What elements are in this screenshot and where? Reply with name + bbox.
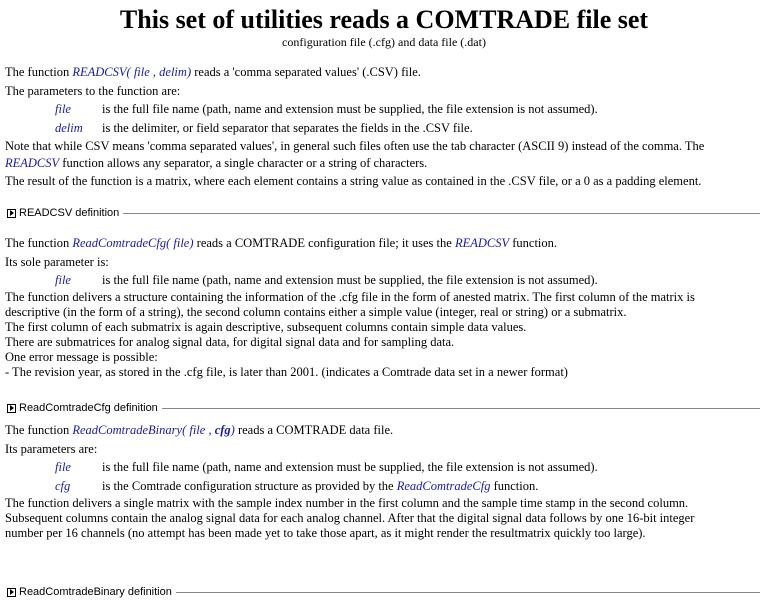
expand-triangle-icon[interactable] — [7, 209, 16, 218]
params-heading: The parameters to the function are: — [5, 84, 181, 98]
param-desc — [102, 477, 763, 496]
page-subtitle: configuration file (.cfg) and data file (.dat) — [282, 35, 486, 49]
text-line: descriptive (in the form of a string), the second column contains either a simple value (integer, real or string) or a submatrix. — [5, 305, 627, 319]
result-line: The result of the function is a matrix, where each element contains a string value as contained in the .CSV file, or a 0 as a padding element. — [5, 174, 702, 188]
intro-post: function. — [509, 236, 558, 250]
text-line: The function delivers a structure containing the information of the .cfg file in the form of anested matrix. The first column of the matrix is — [5, 290, 695, 304]
intro-mid: reads a COMTRADE configuration file; it uses the — [193, 236, 455, 250]
region-label[interactable]: ReadComtradeBinary definition — [19, 586, 172, 598]
param-desc: is the full file name (path, name and extension must be supplied, the file extension is not assumed). — [102, 273, 598, 287]
text-line: The first column of each submatrix is again descriptive, subsequent columns contain simple data values. — [5, 320, 527, 334]
intro-text: The function — [5, 423, 73, 437]
params-heading: Its parameters are: — [5, 442, 98, 456]
paren-open: ( — [126, 65, 134, 79]
section-readcomtradebinary — [5, 422, 763, 541]
arg-comma: , — [149, 65, 160, 79]
region-readcomtradebinary-definition[interactable] — [5, 584, 763, 600]
param-row — [5, 119, 763, 138]
paren-open: ( — [166, 236, 174, 250]
expand-triangle-icon[interactable] — [7, 588, 16, 597]
arg-file: file — [133, 65, 150, 79]
readcsv-function-name: READCSV — [454, 236, 510, 250]
param-row — [5, 100, 763, 119]
note-text: function allows any separator, a single character or a string of characters. — [59, 156, 428, 170]
param-desc-text: is the Comtrade configuration structure as provided by the — [102, 479, 397, 493]
note-line-1: Note that while CSV means 'comma separated values', in general such files often use the tab character (ASCII 9) instead of the comma. The — [5, 139, 705, 153]
param-name: file — [55, 273, 71, 287]
param-name: cfg — [55, 479, 71, 493]
text-line: - The revision year, as stored in the .cfg file, is later than 2001. (indicates a Comtrade data set in a newer format) — [5, 365, 568, 379]
arg-delim: delim — [159, 65, 187, 79]
worksheet — [5, 0, 763, 598]
readcomtradebinary-function-name: ReadComtradeBinary — [72, 423, 183, 437]
region-label[interactable]: READCSV definition — [19, 207, 120, 219]
param-row — [5, 271, 763, 290]
param-desc: is the full file name (path, name and extension must be supplied, the file extension is not assumed). — [102, 102, 598, 116]
text-line: One error message is possible: — [5, 350, 158, 364]
readcsv-intro — [5, 64, 763, 81]
text-line: number per 16 channels (no attempt has been made yet to take those apart, as it might render the resultmatrix quickly too large). — [5, 526, 646, 540]
section-readcomtradecfg — [5, 235, 763, 380]
param-name: file — [55, 102, 71, 116]
readcsv-function-name: READCSV — [72, 65, 127, 79]
param-name: file — [55, 460, 71, 474]
param-desc-text: function. — [490, 479, 539, 493]
cfg-description — [5, 290, 763, 380]
binary-intro — [5, 422, 763, 439]
params-heading: Its sole parameter is: — [5, 255, 109, 269]
param-row — [5, 477, 763, 496]
readcomtradecfg-function-name: ReadComtradeCfg — [72, 236, 167, 250]
intro-text: The function — [5, 236, 73, 250]
note-line-2 — [5, 155, 763, 172]
paren-close: ) — [186, 65, 192, 79]
region-divider — [176, 592, 760, 593]
binary-description — [5, 496, 763, 541]
paren-open: ( — [182, 423, 190, 437]
text-line: The function delivers a single matrix with the sample index number in the first column and the sample time stamp in the second column. — [5, 496, 689, 510]
paren-close: ) — [230, 423, 235, 437]
region-divider — [162, 408, 760, 409]
param-row — [5, 458, 763, 477]
param-desc: is the full file name (path, name and extension must be supplied, the file extension is not assumed). — [102, 460, 598, 474]
param-name: delim — [55, 121, 83, 135]
readcsv-function-name: READCSV — [5, 156, 60, 170]
expand-triangle-icon[interactable] — [7, 404, 16, 413]
readcomtradecfg-function-name: ReadComtradeCfg — [396, 479, 491, 493]
cfg-intro — [5, 235, 763, 252]
intro-post: reads a COMTRADE data file. — [234, 423, 394, 437]
region-label[interactable]: ReadComtradeCfg definition — [19, 402, 158, 414]
region-readcomtradecfg-definition[interactable] — [5, 400, 763, 416]
region-readcsv-definition[interactable] — [5, 205, 763, 221]
page-title: This set of utilities reads a COMTRADE file set — [119, 5, 649, 34]
arg-file: file — [189, 423, 206, 437]
arg-comma: , — [205, 423, 215, 437]
arg-cfg: cfg — [214, 423, 231, 437]
intro-text: The function — [5, 65, 73, 79]
param-desc: is the delimiter, or field separator that separates the fields in the .CSV file. — [102, 121, 473, 135]
text-line: Subsequent columns contain the analog signal data for each analog channel. After that the digital signal data follows by one 16-bit integer — [5, 511, 695, 525]
section-readcsv — [5, 64, 763, 190]
text-line: There are submatrices for analog signal data, for digital signal data and for sampling data. — [5, 335, 455, 349]
arg-file: file — [173, 236, 190, 250]
paren-close: ) — [189, 236, 194, 250]
intro-post: reads a 'comma separated values' (.CSV) file. — [191, 65, 421, 79]
region-divider — [123, 213, 760, 214]
